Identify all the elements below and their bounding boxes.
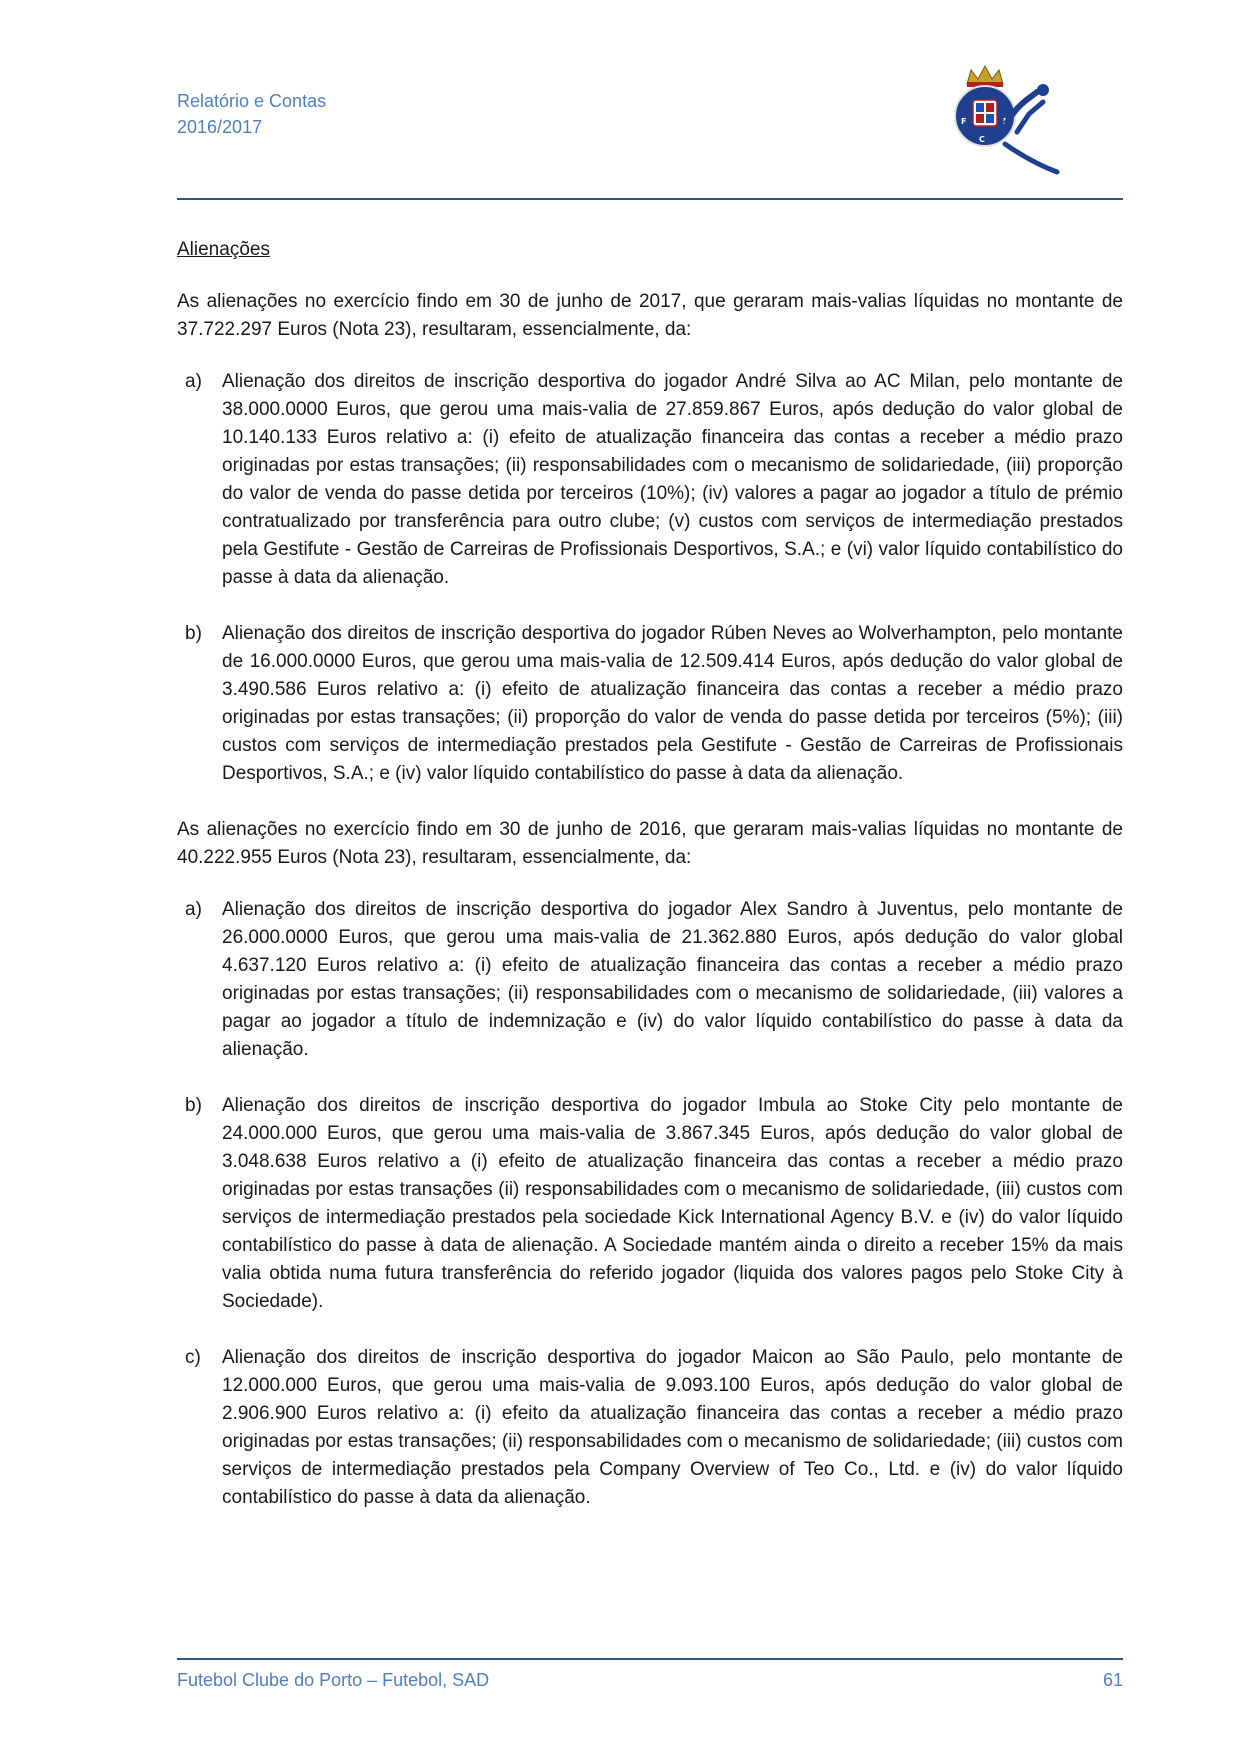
list-marker: a) <box>185 899 202 920</box>
list-item <box>177 1092 1123 1316</box>
list-item-text: Alienação dos direitos de inscrição desportiva do jogador Alex Sandro à Juventus, pelo montante de 26.000.0000 Euros, que gerou uma mais-valia de 21.362.880 Euros, após dedução do valor global 4.637.120 Euros relativo a: (i) efeito de atualização financeira das contas a receber a médio prazo originadas por estas transações; (ii) responsabilidades com o mecanismo de solidariedade, (iii) valores a pagar ao jogador a título de indemnização e (iv) do valor líquido contabilístico do passe à data da alienação. <box>222 899 1123 1060</box>
list-marker: a) <box>185 371 202 392</box>
list-item-text: Alienação dos direitos de inscrição desportiva do jogador Rúben Neves ao Wolverhampton, pelo montante de 16.000.0000 Euros, que gerou uma mais-valia de 12.509.414 Euros, após dedução do valor global de 3.490.586 Euros relativo a: (i) efeito de atualização financeira das contas a receber a médio prazo originadas por estas transações; (ii) proporção do valor de venda do passe detida por terceiros (5%); (iii) custos com serviços de intermediação prestados pela Gestifute - Gestão de Carreiras de Profissionais Desportivos, S.A.; e (iv) valor líquido contabilístico do passe à data da alienação. <box>222 623 1123 784</box>
list-item-text: Alienação dos direitos de inscrição desportiva do jogador Imbula ao Stoke City pelo montante de 24.000.000 Euros, que gerou uma mais-valia de 3.867.345 Euros, após dedução do valor global de 3.048.638 Euros relativo a (i) efeito de atualização financeira das contas a receber a médio prazo originadas por estas transações (ii) responsabilidades com o mecanismo de solidariedade, (iii) custos com serviços de intermediação prestados pela sociedade Kick International Agency B.V. e (iv) do valor líquido contabilístico do passe à data de alienação. A Sociedade mantém ainda o direito a receber 15% da mais valia obtida numa futura transferência do referido jogador (liquida dos valores pagos pelo Stoke City à Sociedade). <box>222 1095 1123 1312</box>
list-marker: b) <box>185 623 202 644</box>
list-item <box>177 896 1123 1064</box>
svg-text:P: P <box>1003 117 1009 126</box>
footer-divider <box>177 1658 1123 1660</box>
report-header <box>177 88 326 140</box>
list-item <box>177 368 1123 592</box>
section-title: Alienações <box>177 239 270 260</box>
document-body <box>177 236 1123 1540</box>
intro-paragraph-2017: As alienações no exercício findo em 30 de junho de 2017, que geraram mais-valias líquidas no montante de 37.722.297 Euros (Nota 23), resultaram, essencialmente, da: <box>177 291 1123 340</box>
list-item <box>177 620 1123 788</box>
page-number: 61 <box>1102 1670 1123 1690</box>
list-item-text: Alienação dos direitos de inscrição desportiva do jogador André Silva ao AC Milan, pelo montante de 38.000.0000 Euros, que gerou uma mais-valia de 27.859.867 Euros, após dedução do valor global de 10.140.133 Euros relativo a: (i) efeito de atualização financeira das contas a receber a médio prazo originadas por estas transações; (ii) responsabilidades com o mecanismo de solidariedade, (iii) proporção do valor de venda do passe detida por terceiros (10%); (iv) valores a pagar ao jogador a título de prémio contratualizado por transferência para outro clube; (v) custos com serviços de intermediação prestados pela Gestifute - Gestão de Carreiras de Profissionais Desportivos, S.A.; e (vi) valor líquido contabilístico do passe à data da alienação. <box>222 371 1123 588</box>
list-marker: c) <box>185 1347 201 1368</box>
footer-company: Futebol Clube do Porto – Futebol, SAD <box>177 1670 490 1690</box>
svg-text:C: C <box>979 135 985 144</box>
list-marker: b) <box>185 1095 202 1116</box>
intro-paragraph-2016: As alienações no exercício findo em 30 de junho de 2016, que geraram mais-valias líquidas no montante de 40.222.955 Euros (Nota 23), resultaram, essencialmente, da: <box>177 819 1123 868</box>
list-item-text: Alienação dos direitos de inscrição desportiva do jogador Maicon ao São Paulo, pelo montante de 12.000.000 Euros, que gerou uma mais-valia de 9.093.100 Euros, após dedução do valor global de 2.906.900 Euros relativo a: (i) efeito da atualização financeira das contas a receber a médio prazo originadas por estas transações; (ii) responsabilidades com o mecanismo de solidariedade; (iii) custos com serviços de intermediação prestados pela Company Overview of Teo Co., Ltd. e (iv) do valor líquido contabilístico do passe à data da alienação. <box>222 1347 1123 1508</box>
report-period: 2016/2017 <box>177 117 263 137</box>
svg-text:F: F <box>961 117 967 126</box>
fc-porto-crest-icon <box>945 62 1065 182</box>
report-title: Relatório e Contas <box>177 91 327 111</box>
list-item <box>177 1344 1123 1512</box>
header-divider <box>177 198 1123 200</box>
